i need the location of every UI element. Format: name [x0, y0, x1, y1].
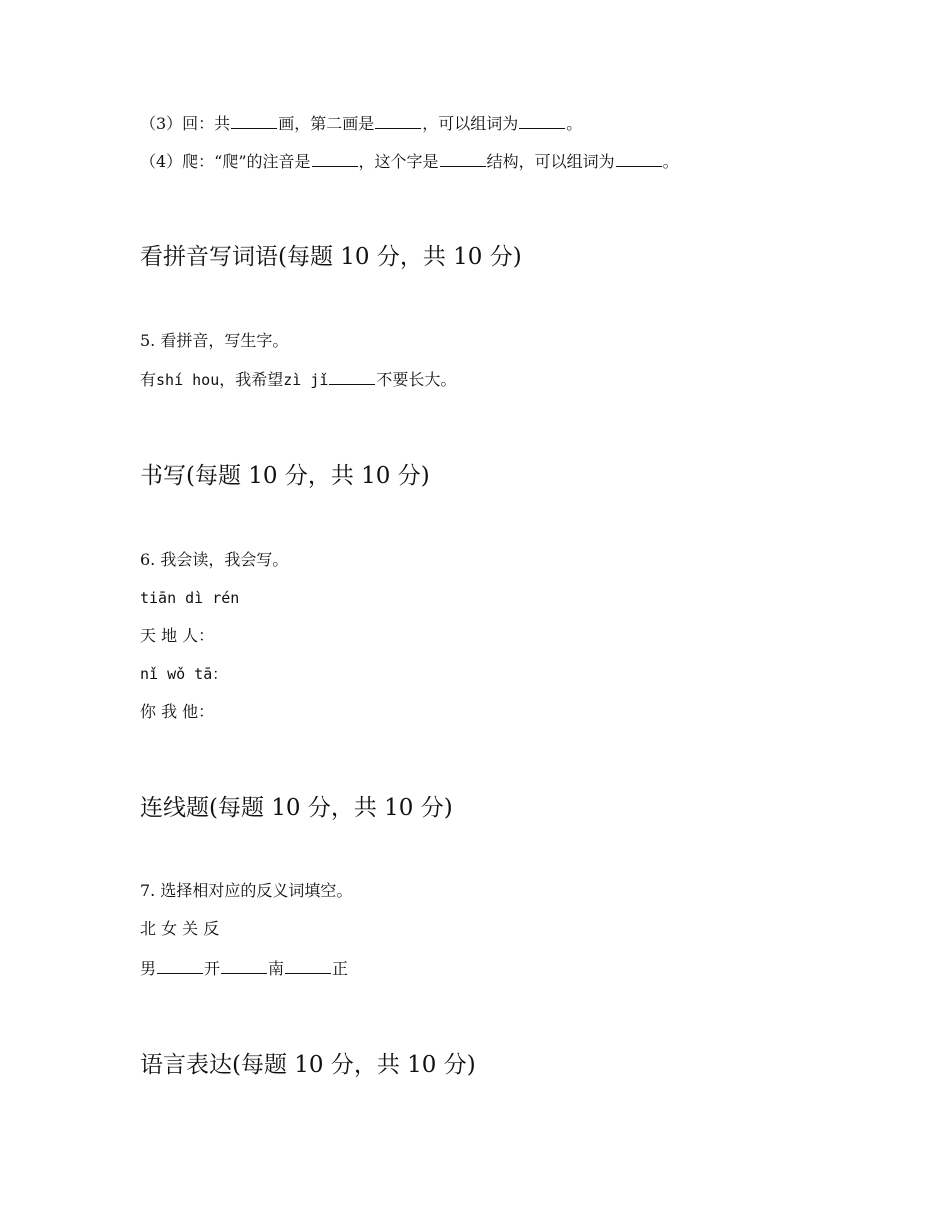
section-heading-expression: 语言表达(每题 10 分，共 10 分) [140, 1052, 476, 1078]
question-6-title: 6. 我会读，我会写。 [140, 550, 289, 569]
q3-text-1: （3）回：共 [140, 114, 231, 133]
question-7-title: 7. 选择相对应的反义词填空。 [140, 881, 353, 900]
question-4 [140, 150, 679, 173]
q3-text-4: 。 [566, 114, 583, 133]
q7-blank-3[interactable] [285, 957, 331, 974]
q5-text-2: ，我希望 [219, 370, 284, 389]
q5-pinyin-2: zì jǐ [283, 371, 329, 389]
q3-blank-strokes[interactable] [231, 112, 277, 129]
q4-text-4: 。 [662, 152, 679, 171]
q5-text-1: 有 [140, 370, 157, 389]
q4-blank-word[interactable] [616, 150, 662, 167]
section-heading-pinyin-words: 看拼音写词语(每题 10 分，共 10 分) [140, 244, 522, 270]
q7-word-1: 男 [140, 959, 157, 978]
q5-blank[interactable] [329, 368, 375, 385]
q6-pinyin-row-1: tiān dì rén [140, 589, 240, 607]
q3-blank-word[interactable] [519, 112, 565, 129]
q7-word-2: 开 [204, 959, 221, 978]
q4-blank-structure[interactable] [440, 150, 486, 167]
q4-text-2: ，这个字是 [358, 152, 439, 171]
q3-blank-second-stroke[interactable] [375, 112, 421, 129]
q7-blanks-row [140, 957, 348, 980]
q6-chars-row-1: 天 地 人： [140, 626, 215, 645]
section-heading-writing: 书写(每题 10 分，共 10 分) [140, 463, 430, 489]
q3-text-2: 画，第二画是 [278, 114, 375, 133]
q6-chars-row-2: 你 我 他： [140, 702, 215, 721]
q7-options: 北 女 关 反 [140, 919, 220, 938]
question-5-title: 5. 看拼音，写生字。 [140, 331, 289, 350]
q7-word-4: 正 [332, 959, 349, 978]
q4-text-1: （4）爬：“爬”的注音是 [140, 152, 311, 171]
q7-blank-1[interactable] [157, 957, 203, 974]
q6-pinyin-row-2: nǐ wǒ tā： [140, 665, 228, 683]
q5-text-3: 不要长大。 [376, 370, 457, 389]
section-heading-matching: 连线题(每题 10 分，共 10 分) [140, 795, 453, 821]
question-3 [140, 112, 582, 135]
q4-blank-pinyin[interactable] [312, 150, 358, 167]
q7-blank-2[interactable] [221, 957, 267, 974]
q4-text-3: 结构，可以组词为 [486, 152, 615, 171]
q7-word-3: 南 [268, 959, 285, 978]
question-5-sentence [140, 368, 456, 391]
q3-text-3: ，可以组词为 [422, 114, 519, 133]
q5-pinyin-1: shí hou [156, 371, 220, 389]
